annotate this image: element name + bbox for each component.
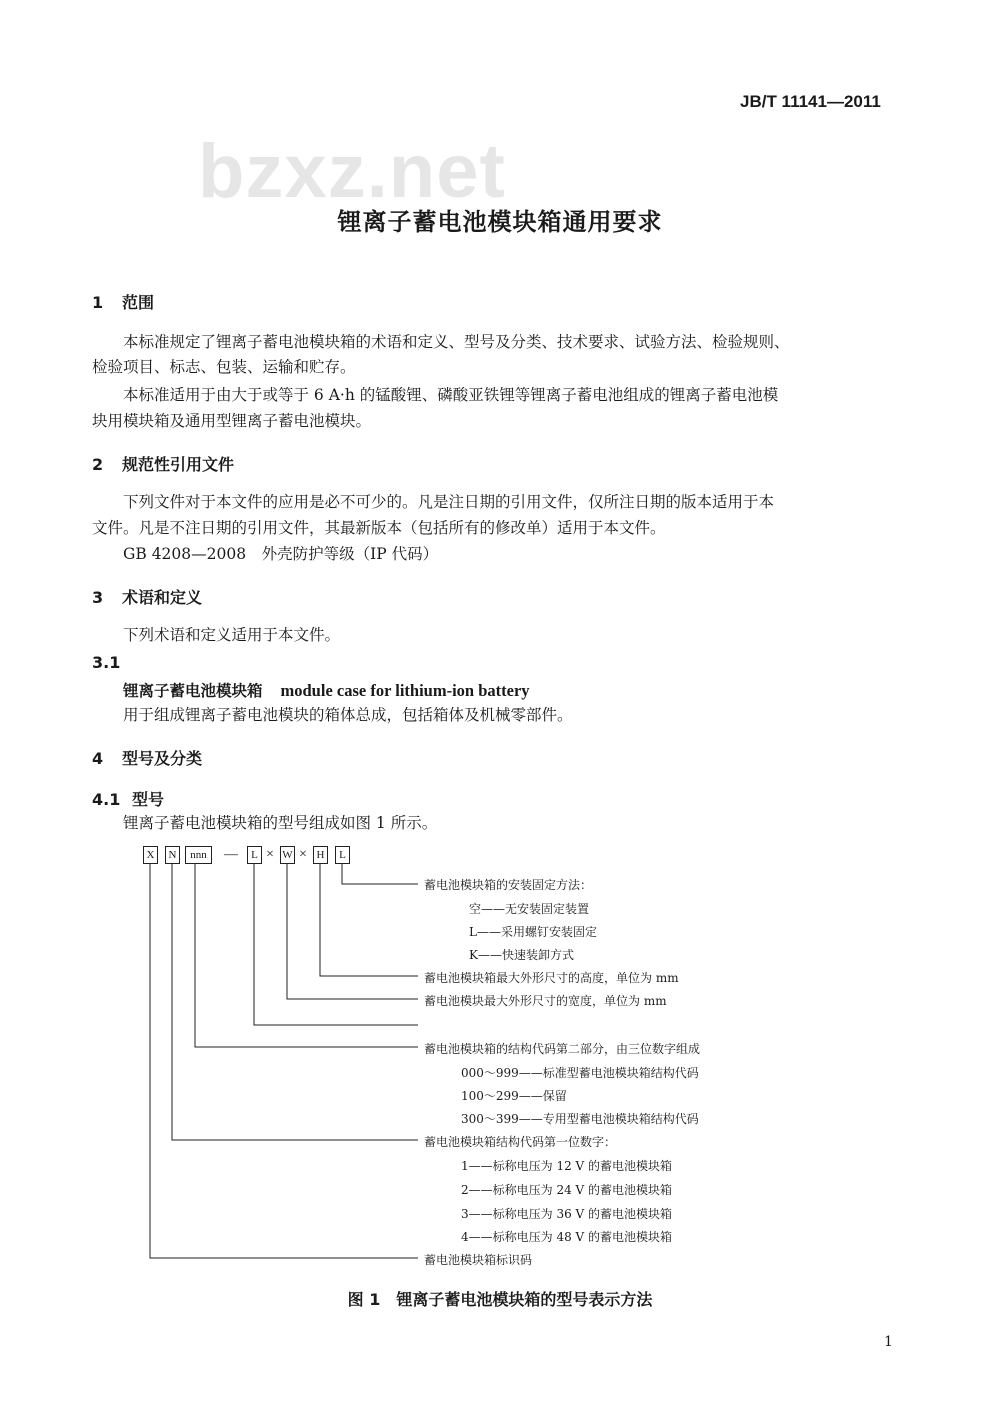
section-4-paragraph: 锂离子蓄电池模块箱的型号组成如图 1 所示。 — [123, 814, 438, 832]
code-box-install: L — [335, 846, 350, 864]
leader-line-length — [254, 863, 418, 1025]
section-1-paragraph-1-line-1: 本标准规定了锂离子蓄电池模块箱的术语和定义、型号及分类、技术要求、试验方法、检验规则、 — [123, 333, 790, 351]
term-english: module case for lithium-ion battery — [280, 681, 530, 700]
figure-caption: 图 1 锂离子蓄电池模块箱的型号表示方法 — [347, 1290, 653, 1309]
leader-line-code2 — [195, 863, 418, 1047]
label-install-option-quick: K——快速装卸方式 — [469, 948, 574, 962]
leader-line-width — [287, 863, 418, 999]
label-identification-mark: 蓄电池模块箱标识码 — [424, 1253, 533, 1267]
page-number: 1 — [884, 1334, 893, 1350]
leader-line-code1 — [172, 863, 418, 1140]
leader-line-height — [320, 863, 418, 976]
section-title: 术语和定义 — [122, 588, 203, 607]
subsection-number: 4.1 — [92, 790, 121, 809]
subsection-title: 型号 — [132, 790, 165, 809]
section-1-paragraph-2-line-2: 块用模块箱及通用型锂离子蓄电池模块。 — [92, 412, 372, 430]
watermark: bzxz.net — [198, 129, 506, 214]
section-1-paragraph-2-line-1: 本标准适用于由大于或等于 6 A·h 的锰酸锂、磷酸亚铁锂等锂离子蓄电池组成的锂离子蓄电池模 — [123, 386, 779, 404]
term-definition: 用于组成锂离子蓄电池模块的箱体总成，包括箱体及机械零部件。 — [123, 706, 573, 724]
code-box-width: W — [280, 846, 295, 864]
label-code-part2-special: 300～399——专用型蓄电池模块箱结构代码 — [461, 1112, 699, 1126]
code-box-n: N — [165, 846, 180, 864]
subsection-3-1-number: 3.1 — [92, 653, 121, 672]
label-install-option-screw: L——采用螺钉安装固定 — [469, 925, 597, 939]
label-code-part1-36v: 3——标称电压为 36 V 的蓄电池模块箱 — [461, 1207, 673, 1221]
label-code-part1-48v: 4——标称电压为 48 V 的蓄电池模块箱 — [461, 1230, 673, 1244]
label-code-part2-reserved: 100～299——保留 — [461, 1089, 567, 1103]
section-number: 3 — [92, 588, 104, 607]
leader-line-mark — [150, 863, 418, 1258]
section-title: 型号及分类 — [122, 749, 203, 768]
label-code-part2: 蓄电池模块箱的结构代码第二部分，由三位数字组成 — [424, 1042, 701, 1056]
code-box-length: L — [247, 846, 262, 864]
section-1-paragraph-1-line-2: 检验项目、标志、包装、运输和贮存。 — [92, 358, 356, 376]
document-title: 锂离子蓄电池模块箱通用要求 — [337, 208, 663, 236]
section-3-paragraph: 下列术语和定义适用于本文件。 — [123, 626, 341, 644]
label-height: 蓄电池模块箱最大外形尺寸的高度，单位为 mm — [424, 971, 679, 985]
label-code-part2-standard: 000～999——标准型蓄电池模块箱结构代码 — [461, 1066, 699, 1080]
label-install-method: 蓄电池模块箱的安装固定方法： — [424, 878, 593, 892]
section-title: 规范性引用文件 — [122, 455, 235, 474]
label-install-option-none: 空——无安装固定装置 — [469, 902, 590, 916]
normative-reference: GB 4208—2008 外壳防护等级（IP 代码） — [123, 545, 439, 563]
label-code-part1: 蓄电池模块箱结构代码第一位数字： — [424, 1135, 617, 1149]
code-box-height: H — [313, 846, 328, 864]
times-separator-2: × — [299, 847, 307, 862]
leader-line-install — [342, 863, 418, 884]
section-number: 2 — [92, 455, 104, 474]
label-code-part1-24v: 2——标称电压为 24 V 的蓄电池模块箱 — [461, 1183, 673, 1197]
section-2-paragraph-line-1: 下列文件对于本文件的应用是必不可少的。凡是注日期的引用文件，仅所注日期的版本适用于本 — [123, 493, 775, 511]
section-title: 范围 — [122, 293, 155, 312]
standard-code: JB/T 11141—2011 — [740, 92, 881, 111]
section-number: 4 — [92, 749, 104, 768]
section-2-paragraph-line-2: 文件。凡是不注日期的引用文件，其最新版本（包括所有的修改单）适用于本文件。 — [92, 519, 666, 537]
label-code-part1-12v: 1——标称电压为 12 V 的蓄电池模块箱 — [461, 1159, 673, 1173]
code-box-nnn: nnn — [185, 846, 212, 864]
code-box-x: X — [143, 846, 158, 864]
times-separator-1: × — [266, 847, 274, 862]
section-number: 1 — [92, 293, 104, 312]
label-width: 蓄电池模块最大外形尺寸的宽度，单位为 mm — [424, 994, 667, 1008]
dash-separator: — — [224, 847, 238, 862]
term-chinese: 锂离子蓄电池模块箱 — [123, 682, 263, 700]
